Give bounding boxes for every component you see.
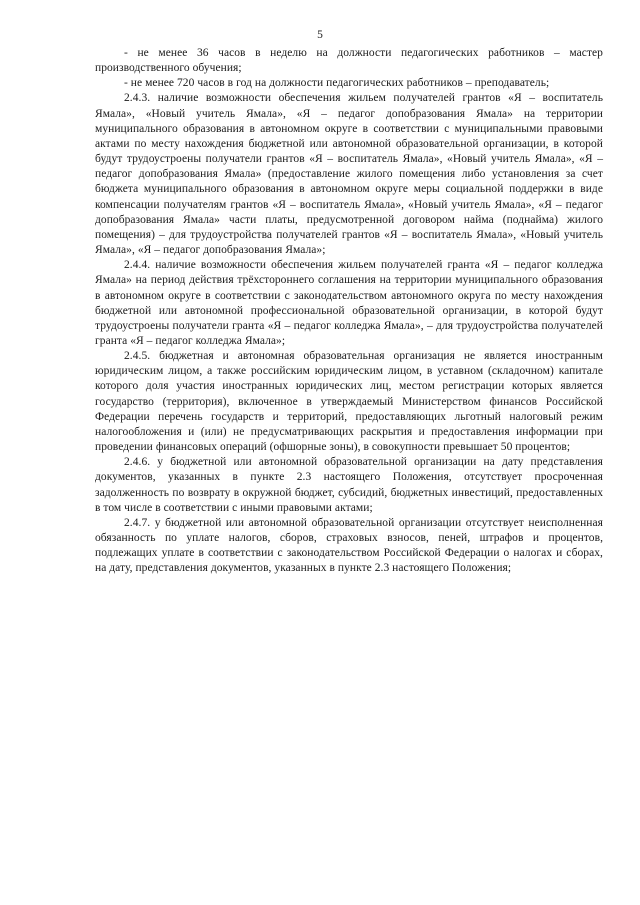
paragraph-2-4-4: 2.4.4. наличие возможности обеспечения жильем получателей гранта «Я – педагог колледжа Ямала» на период действия трёхстороннего соглашения на территории муниципального образования в автономном округе в соответствии с законодательством автономного округа по месту нахождения бюджетной или автономной профессиональной образовательной организации, в которой будут трудоустроены получатели гранта «Я – педагог колледжа Ямала», – для трудоустройства получателей гранта «Я – педагог колледжа Ямала»; (95, 259, 603, 347)
paragraph-2-4-3: 2.4.3. наличие возможности обеспечения жильем получателей грантов «Я – воспитатель Ямала», «Новый учитель Ямала», «Я – педагог допобразования Ямала» на территории муниципального образования в автономном округе в соответствии с муниципальными правовыми актами по месту нахождения бюджетной или автономной образовательной организации, в которой будут трудоустроены получатели грантов «Я – воспитатель Ямала», «Новый учитель Ямала», «Я – педагог допобразования Ямала» (предоставление жилого помещения либо установления за счет бюджета муниципального образования в автономном округе меры социальной поддержки в виде компенсации получателям грантов «Я – воспитатель Ямала», «Новый учитель Ямала», «Я – педагог допобразования Ямала» части платы, предусмотренной договором найма (поднайма) жилого помещения) – для трудоустройства получателей грантов «Я – воспитатель Ямала», «Новый учитель Ямала», «Я – педагог допобразования Ямала»; (95, 92, 603, 257)
paragraph-hours-teacher: - не менее 720 часов в год на должности педагогических работников – преподаватель; (124, 77, 550, 90)
paragraph-2-4-5: 2.4.5. бюджетная и автономная образовательная организация не является иностранным юридическим лицом, а также российским юридическим лицом, в уставном (складочном) капитале которого доля участия иностранных юридических лиц, местом регистрации которых является государство (территория), включенное в утверждаемый Министерством финансов Российской Федерации перечень государств и территорий, предоставляющих льготный налоговый режим налогообложения и (или) не предусматривающих раскрытия и предоставления информации при проведении финансовых операций (офшорные зоны), в совокупности превышает 50 процентов; (95, 350, 603, 454)
paragraph-2-4-6: 2.4.6. у бюджетной или автономной образовательной организации на дату представления документов, указанных в пункте 2.3 настоящего Положения, отсутствует просроченная задолженность по возврату в окружной бюджет, субсидий, бюджетных инвестиций, предоставленных в том числе в соответствии с иными правовыми актами; (95, 456, 603, 514)
document-body (95, 46, 603, 576)
paragraph-2-4-7: 2.4.7. у бюджетной или автономной образовательной организации отсутствует неисполненная обязанность по уплате налогов, сборов, страховых взносов, пеней, штрафов и процентов, подлежащих уплате в соответствии с законодательством Российской Федерации о налогах и сборах, на дату, представления документов, указанных в пункте 2.3 настоящего Положения; (95, 516, 603, 575)
page-number: 5 (317, 29, 323, 41)
paragraph-hours-master: - не менее 36 часов в неделю на должности педагогических работников – мастер производственного обучения; (95, 47, 603, 75)
